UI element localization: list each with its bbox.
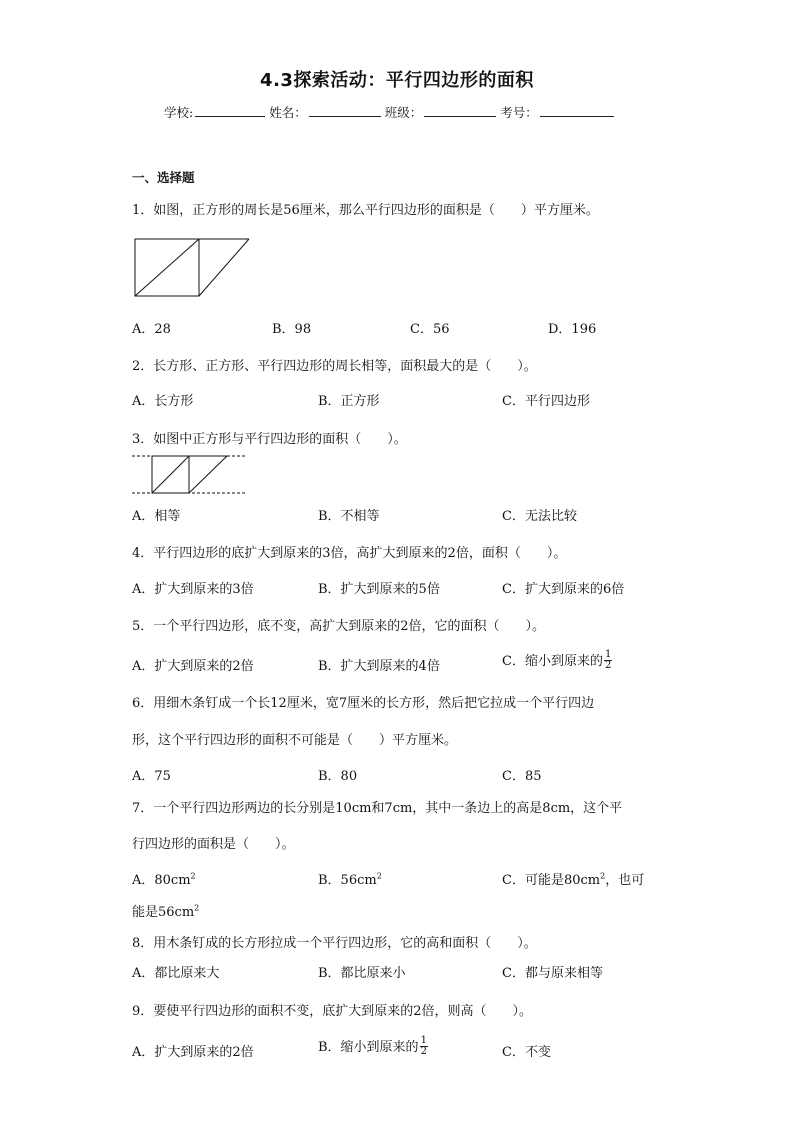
- section-heading: 一、选择题: [132, 170, 195, 185]
- question-5-text: 5．一个平行四边形，底不变，高扩大到原来的2倍，它的面积（ ）。: [132, 619, 546, 634]
- q2-option-b[interactable]: B．正方形: [318, 394, 380, 409]
- page-title: 4.3探索活动：平行四边形的面积: [260, 70, 534, 91]
- q5-option-a[interactable]: A．扩大到原来的2倍: [132, 659, 254, 674]
- q9-option-a[interactable]: A．扩大到原来的2倍: [132, 1045, 254, 1060]
- class-label: 班级：: [384, 105, 423, 120]
- school-label: 学校:: [164, 105, 194, 120]
- fraction-numerator: 1: [420, 1035, 427, 1046]
- question-9-text: 9．要使平行四边形的面积不变，底扩大到原来的2倍，则高（ ）。: [132, 1004, 533, 1019]
- q7-option-c[interactable]: [502, 869, 644, 888]
- question-7-text-line2: 行四边形的面积是（ ）。: [132, 837, 295, 852]
- q7-option-c-line2[interactable]: [132, 901, 199, 920]
- q7-option-a[interactable]: [132, 869, 196, 888]
- q7-option-c-label: C．可能是80cm: [502, 873, 601, 888]
- q9-option-b-label: B．缩小到原来的: [318, 1040, 419, 1055]
- q6-option-b[interactable]: B．80: [318, 769, 358, 784]
- fraction-denominator: 2: [604, 660, 612, 671]
- q6-option-c[interactable]: C．85: [502, 769, 542, 784]
- q5-option-c-label: C．缩小到原来的: [502, 654, 603, 669]
- square-parallelogram-figure: [134, 236, 252, 298]
- q7-option-b[interactable]: [318, 869, 382, 888]
- q3-option-a[interactable]: A．相等: [132, 509, 181, 524]
- question-8-text: 8．用木条钉成的长方形拉成一个平行四边形，它的高和面积（ ）。: [132, 936, 537, 951]
- q9-option-c[interactable]: C．不变: [502, 1045, 551, 1060]
- fraction-one-half: [604, 650, 612, 671]
- parallel-lines-figure: [132, 452, 248, 496]
- name-label: 姓名：: [269, 105, 307, 120]
- q8-option-b[interactable]: B．都比原来小: [318, 966, 406, 981]
- q7-option-a-label: A．80cm: [132, 873, 191, 888]
- superscript-2: 2: [376, 871, 382, 881]
- q4-option-b[interactable]: B．扩大到原来的5倍: [318, 582, 440, 597]
- name-blank[interactable]: [309, 102, 381, 117]
- q1-option-a[interactable]: A．28: [132, 322, 171, 337]
- q4-option-a[interactable]: A．扩大到原来的3倍: [132, 582, 254, 597]
- school-blank[interactable]: [195, 102, 265, 117]
- fraction-denominator: 2: [420, 1046, 427, 1057]
- class-blank[interactable]: [424, 102, 496, 117]
- fraction-numerator: 1: [604, 649, 612, 660]
- q1-option-c[interactable]: C．56: [410, 322, 450, 337]
- question-1-text: 1．如图，正方形的周长是56厘米，那么平行四边形的面积是（ ）平方厘米。: [132, 203, 599, 218]
- fraction-one-half: [420, 1036, 428, 1057]
- q6-option-a[interactable]: A．75: [132, 769, 171, 784]
- question-6-text-line2: 形，这个平行四边形的面积不可能是（ ）平方厘米。: [132, 733, 458, 748]
- superscript-2: 2: [194, 903, 200, 913]
- question-2-text: 2．长方形、正方形、平行四边形的周长相等，面积最大的是（ ）。: [132, 359, 537, 374]
- q5-option-b[interactable]: B．扩大到原来的4倍: [318, 659, 440, 674]
- q8-option-c[interactable]: C．都与原来相等: [502, 966, 603, 981]
- q3-option-c[interactable]: C．无法比较: [502, 509, 577, 524]
- q2-option-c[interactable]: C．平行四边形: [502, 394, 590, 409]
- question-4-text: 4．平行四边形的底扩大到原来的3倍，高扩大到原来的2倍，面积（ ）。: [132, 546, 567, 561]
- q1-option-b[interactable]: B．98: [272, 322, 312, 337]
- q3-option-b[interactable]: B．不相等: [318, 509, 380, 524]
- exam-number-blank[interactable]: [540, 102, 614, 117]
- question-3-text: 3．如图中正方形与平行四边形的面积（ ）。: [132, 432, 407, 447]
- q7-option-b-label: B．56cm: [318, 873, 377, 888]
- q7-option-c-cont: ，也可: [605, 873, 645, 888]
- q9-option-b[interactable]: [318, 1036, 428, 1058]
- q2-option-a[interactable]: A．长方形: [132, 394, 194, 409]
- q8-option-a[interactable]: A．都比原来大: [132, 966, 220, 981]
- superscript-2: 2: [190, 871, 196, 881]
- q7-option-c-line2-label: 能是56cm: [132, 905, 195, 920]
- exam-number-label: 考号：: [500, 105, 538, 120]
- question-6-text-line1: 6．用细木条钉成一个长12厘米，宽7厘米的长方形，然后把它拉成一个平行四边: [132, 696, 595, 711]
- question-7-text-line1: 7．一个平行四边形两边的长分别是10cm和7cm，其中一条边上的高是8cm，这个平: [132, 801, 623, 816]
- student-info-row: [164, 102, 618, 121]
- q5-option-c[interactable]: [502, 650, 612, 672]
- superscript-2: 2: [600, 871, 606, 881]
- q4-option-c[interactable]: C．扩大到原来的6倍: [502, 582, 625, 597]
- q1-option-d[interactable]: D．196: [548, 322, 597, 337]
